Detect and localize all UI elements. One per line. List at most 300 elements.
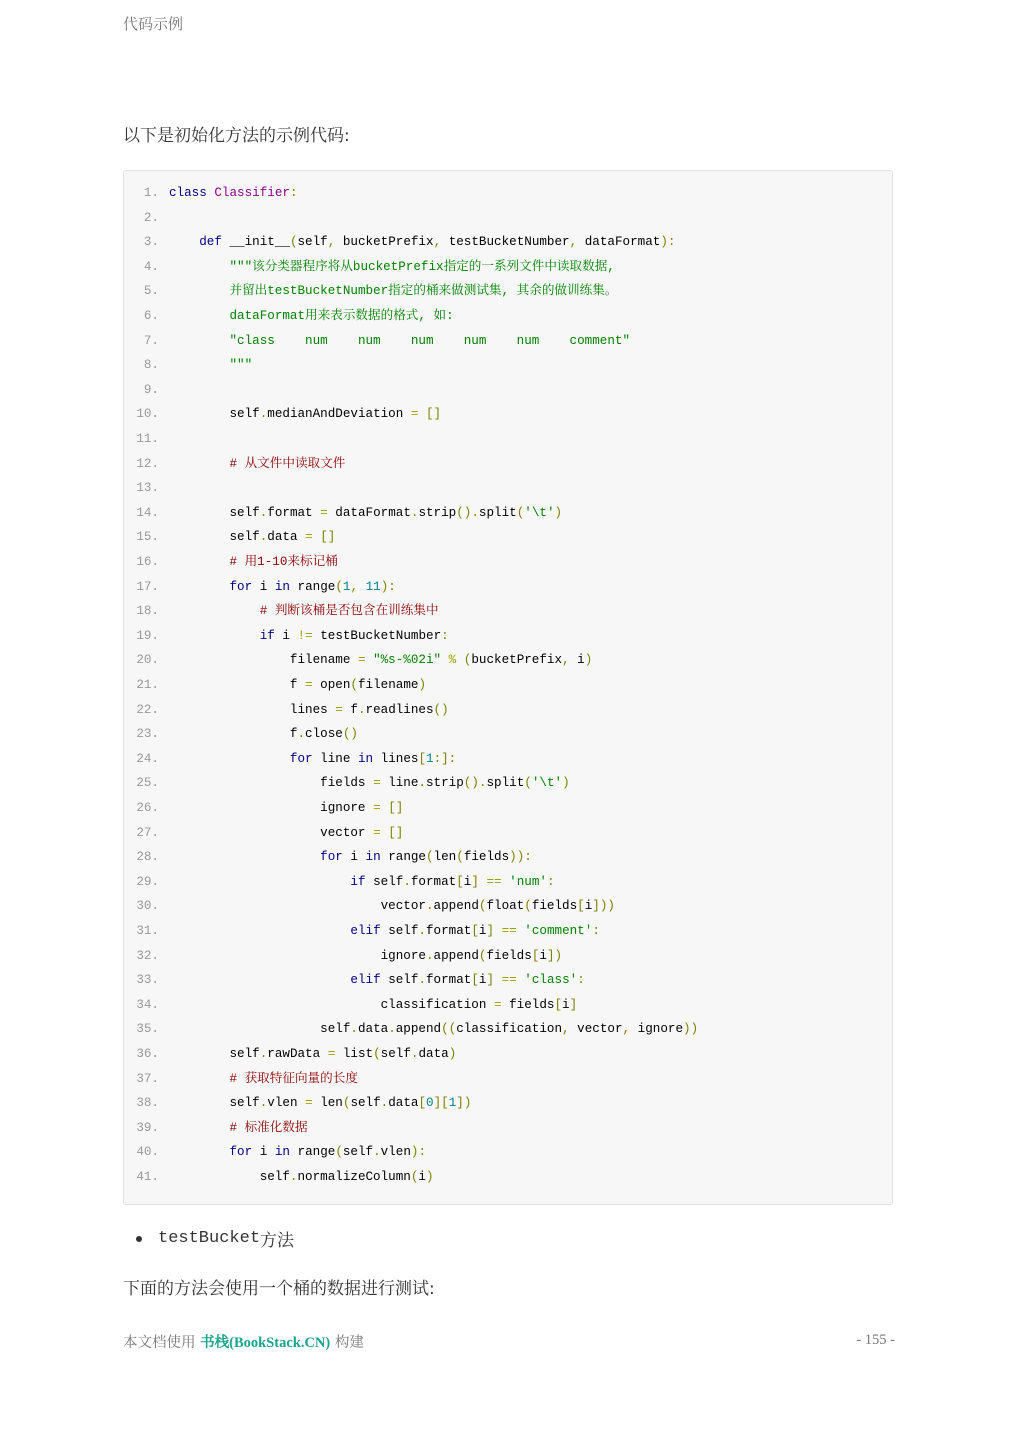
code-token: i: [418, 1170, 426, 1184]
code-token: ): [425, 1170, 434, 1184]
code-token: lines: [169, 702, 336, 717]
line-number: 30.: [136, 899, 159, 914]
code-token: len: [433, 850, 457, 865]
code-token: .: [259, 1096, 268, 1111]
code-token: __init__: [229, 235, 290, 250]
code-token: [169, 580, 229, 594]
code-token: [: [418, 751, 426, 766]
code-token: .: [403, 874, 411, 889]
code-token: 11: [365, 579, 381, 594]
code-line: [124, 673, 426, 698]
code-token: bucketPrefix: [342, 235, 434, 250]
code-token: data: [357, 1022, 389, 1037]
code-token: [: [471, 924, 479, 938]
code-token: ][: [433, 1096, 449, 1111]
code-line: [124, 993, 577, 1018]
code-token: vector: [577, 1022, 623, 1037]
code-line: [124, 255, 615, 280]
code-token: 1: [448, 1096, 457, 1111]
line-number: 32.: [136, 948, 159, 963]
code-line: [124, 1116, 308, 1141]
code-token: ]): [546, 948, 563, 963]
code-token: (: [289, 235, 298, 250]
code-token: append: [395, 1022, 442, 1037]
code-line: [124, 648, 592, 673]
code-token: 1: [426, 751, 434, 766]
code-token: =: [320, 505, 336, 520]
code-token: fields: [463, 850, 510, 865]
code-token: .: [289, 1170, 298, 1184]
code-token: testBucketNumber: [448, 235, 570, 250]
code-token: (: [516, 505, 525, 520]
code-line: [124, 944, 562, 969]
code-token: # 用1-10来标记桶: [229, 555, 338, 569]
code-token: ().: [463, 776, 487, 791]
code-token: self: [350, 1096, 381, 1111]
code-line: [124, 575, 396, 600]
code-token: ==: [486, 874, 510, 889]
code-line: [124, 796, 403, 821]
code-line: [124, 747, 456, 772]
code-token: 'num': [509, 874, 547, 889]
code-line: [124, 1165, 434, 1190]
code-line: [124, 476, 169, 501]
code-token: .: [259, 1047, 268, 1061]
code-token: in: [365, 850, 389, 865]
code-token: i: [282, 628, 298, 643]
line-number: 34.: [136, 997, 159, 1012]
line-number: 19.: [136, 628, 159, 643]
line-number: 21.: [136, 678, 159, 692]
code-token: self: [169, 530, 260, 545]
code-token: =: [373, 801, 389, 815]
code-token: ignore: [169, 948, 426, 963]
code-token: self: [388, 973, 419, 988]
code-token: ,: [622, 1022, 638, 1037]
code-token: ]: [569, 997, 578, 1012]
code-line: [124, 181, 298, 206]
code-token: [: [577, 899, 585, 914]
code-token: range: [297, 1145, 336, 1160]
code-token: ): [554, 505, 563, 520]
code-line: [124, 452, 345, 477]
code-token: self: [169, 1096, 260, 1111]
code-token: split: [486, 776, 525, 791]
code-token: bucketPrefix: [471, 653, 563, 668]
code-token: :: [592, 924, 600, 938]
code-token: range: [297, 579, 336, 594]
code-token: len: [320, 1096, 343, 1111]
code-token: format: [425, 924, 472, 938]
line-number: 12.: [136, 456, 159, 471]
code-token: # 标准化数据: [229, 1120, 308, 1135]
code-line: [124, 1042, 456, 1067]
code-token: =: [373, 776, 389, 791]
code-token: i: [259, 579, 275, 594]
code-token: =: [327, 1047, 343, 1061]
code-token: '\t': [531, 776, 563, 791]
code-token: self: [297, 235, 328, 250]
bullet-icon: [136, 1236, 142, 1242]
code-token: in: [357, 751, 381, 766]
code-token: ): [562, 776, 570, 791]
code-token: [169, 604, 260, 618]
code-token: ,: [562, 1022, 578, 1037]
code-token: open: [320, 678, 351, 692]
code-token: .: [259, 530, 268, 545]
code-token: for: [229, 579, 260, 594]
code-token: [169, 309, 229, 323]
line-number: 6.: [143, 309, 159, 323]
line-number: 18.: [136, 604, 159, 619]
code-token: f: [169, 727, 298, 742]
code-token: .: [259, 505, 268, 520]
code-token: [: [456, 874, 464, 889]
code-line: [124, 894, 615, 919]
code-token: [169, 358, 229, 372]
code-token: i: [350, 850, 366, 865]
code-token: []: [388, 801, 404, 815]
code-token: strip: [418, 505, 457, 520]
code-token: for: [229, 1145, 260, 1160]
code-token: .: [425, 899, 434, 914]
code-line: [124, 821, 403, 846]
code-token: =: [410, 407, 426, 422]
line-number: 36.: [136, 1047, 159, 1061]
code-token: .: [373, 1145, 381, 1160]
code-token: i: [478, 924, 487, 938]
line-number: 24.: [136, 751, 159, 766]
code-token: Classifier: [214, 186, 290, 200]
code-token: .: [418, 924, 426, 938]
code-token: ])): [592, 899, 615, 914]
code-token: i: [478, 973, 487, 988]
code-token: range: [388, 850, 426, 865]
code-token: self: [373, 874, 404, 889]
code-token: ,: [562, 653, 578, 668]
code-line: [124, 304, 454, 329]
line-number: 15.: [136, 530, 159, 545]
code-token: [169, 1072, 229, 1086]
code-token: 1: [342, 579, 351, 594]
code-token: 0: [426, 1096, 434, 1111]
line-number: 16.: [136, 555, 159, 569]
code-token: i: [584, 899, 593, 914]
code-line: [124, 599, 439, 624]
line-number: 27.: [136, 825, 159, 840]
test-method-paragraph: 下面的方法会使用一个桶的数据进行测试:: [123, 1279, 435, 1299]
code-token: (): [342, 727, 358, 742]
code-line: [124, 722, 358, 747]
code-token: if: [350, 874, 374, 889]
code-token: ]: [486, 924, 502, 938]
line-number: 10.: [136, 407, 159, 422]
code-token: ]: [471, 874, 487, 889]
code-token: :: [577, 973, 585, 988]
code-token: normalizeColumn: [297, 1170, 411, 1184]
footer-brand-link[interactable]: 书栈(BookStack.CN): [200, 1335, 331, 1351]
code-token: self: [169, 1022, 351, 1037]
code-line: [124, 501, 562, 526]
code-token: append: [433, 948, 479, 963]
code-line: [124, 698, 449, 723]
code-token: ,: [327, 235, 343, 250]
line-number: 11.: [136, 432, 159, 446]
code-token: [169, 875, 350, 889]
code-token: .: [418, 776, 426, 791]
code-token: rawData: [267, 1047, 328, 1061]
code-token: line: [388, 776, 419, 791]
code-token: append: [433, 899, 479, 914]
footer-suffix: 构建: [330, 1335, 364, 1351]
line-number: 17.: [136, 579, 159, 594]
code-token: i: [259, 1145, 275, 1160]
code-token: [169, 555, 229, 569]
line-number: 22.: [136, 702, 159, 717]
code-token: ==: [501, 924, 525, 938]
code-token: self: [342, 1145, 374, 1160]
line-number: 7.: [143, 333, 159, 348]
code-line: [124, 1140, 426, 1165]
code-token: .: [425, 948, 434, 963]
code-token: def: [199, 235, 230, 250]
code-token: split: [478, 505, 517, 520]
line-number: 1.: [143, 186, 159, 200]
code-token: if: [259, 628, 283, 643]
code-token: list: [342, 1047, 374, 1061]
line-number: 29.: [136, 874, 159, 889]
line-number: 38.: [136, 1096, 159, 1111]
code-token: [169, 924, 350, 938]
code-token: :: [441, 628, 449, 643]
code-token: self: [388, 924, 419, 938]
code-line: [124, 919, 600, 944]
line-number: 28.: [136, 850, 159, 865]
code-token: (: [342, 1096, 351, 1111]
code-token: []: [320, 530, 336, 545]
code-token: (: [478, 948, 487, 963]
code-token: (: [524, 776, 532, 791]
code-token: ==: [501, 973, 525, 988]
code-token: for: [320, 850, 351, 865]
line-number: 2.: [143, 210, 159, 225]
code-line: [124, 329, 630, 354]
code-token: (: [463, 653, 472, 668]
code-token: (: [350, 678, 358, 692]
code-token: """该分类器程序将从bucketPrefix指定的一系列文件中读取数据,: [229, 259, 615, 274]
code-token: fields: [486, 948, 532, 963]
line-number: 26.: [136, 801, 159, 815]
code-token: =: [493, 997, 510, 1012]
line-number: 40.: [136, 1145, 159, 1160]
code-token: .: [410, 1047, 419, 1061]
code-token: close: [305, 727, 343, 742]
code-token: i: [577, 653, 585, 668]
code-token: testBucketNumber: [320, 628, 442, 643]
code-token: [169, 752, 290, 766]
code-token: (: [524, 899, 532, 914]
footer-credit: [123, 1331, 364, 1352]
code-token: # 获取特征向量的长度: [229, 1071, 358, 1086]
code-token: vlen: [380, 1145, 411, 1160]
code-token: classification: [456, 1022, 563, 1037]
code-token: "class num num num num num comment": [229, 333, 631, 348]
code-line: [124, 353, 252, 378]
code-token: in: [274, 579, 298, 594]
code-token: '\t': [524, 505, 555, 520]
code-token: filename: [169, 653, 358, 668]
code-token: for: [289, 751, 321, 766]
code-token: readlines: [365, 702, 434, 717]
code-token: [169, 457, 229, 471]
code-line: [124, 378, 169, 403]
code-token: :: [546, 874, 555, 889]
code-token: ]: [486, 973, 502, 988]
code-token: (: [456, 850, 464, 865]
code-token: :: [524, 850, 532, 865]
code-token: # 判断该桶是否包含在训练集中: [259, 604, 439, 619]
code-token: format: [267, 505, 321, 520]
code-token: ):: [380, 579, 396, 594]
method-suffix: 方法: [260, 1231, 295, 1251]
code-token: data: [418, 1047, 449, 1061]
code-token: (): [433, 702, 449, 717]
code-token: [169, 260, 229, 274]
code-token: ): [584, 653, 593, 668]
line-number: 14.: [136, 505, 159, 520]
page-number: - 155 -: [856, 1332, 895, 1348]
code-token: dataFormat用来表示数据的格式, 如:: [229, 309, 454, 323]
line-number: 8.: [143, 358, 159, 373]
code-token: [: [531, 948, 540, 963]
line-number: 23.: [136, 727, 159, 742]
code-token: .: [297, 727, 306, 742]
code-token: .: [410, 505, 419, 520]
code-token: elif: [350, 924, 389, 938]
code-token: )): [683, 1022, 699, 1037]
code-token: in: [274, 1145, 298, 1160]
code-token: ,: [433, 235, 449, 250]
code-line: [124, 771, 570, 796]
code-token: filename: [357, 678, 419, 692]
code-token: i: [562, 997, 570, 1012]
list-item: [136, 1226, 294, 1251]
method-name-code: testBucket: [158, 1229, 261, 1248]
running-header: 代码示例: [123, 15, 184, 33]
code-token: fields: [531, 899, 578, 914]
line-number: 37.: [136, 1071, 159, 1086]
code-token: # 从文件中读取文件: [229, 456, 346, 471]
code-token: %: [441, 653, 464, 668]
code-token: [169, 235, 199, 249]
bullet-list: [136, 1226, 294, 1251]
code-token: (: [335, 579, 343, 594]
code-token: ((: [441, 1022, 457, 1037]
line-number: 5.: [143, 284, 159, 299]
code-token: vector: [169, 899, 426, 914]
code-line: [124, 550, 338, 575]
code-token: .: [388, 1022, 396, 1037]
code-token: ): [448, 1047, 457, 1061]
code-token: .: [350, 1022, 358, 1037]
code-token: format: [410, 874, 457, 889]
code-token: ,: [569, 235, 585, 250]
code-line: [124, 845, 532, 870]
code-token: [: [471, 973, 479, 988]
code-line: [124, 1091, 471, 1116]
line-number: 35.: [136, 1022, 159, 1037]
code-token: f: [169, 678, 306, 692]
code-token: .: [357, 702, 366, 717]
code-token: =: [305, 530, 321, 545]
code-token: =: [305, 678, 321, 692]
code-token: =: [335, 702, 351, 717]
code-token: ): [418, 678, 426, 692]
code-token: line: [320, 751, 358, 766]
code-token: =: [357, 653, 374, 668]
code-line: [124, 230, 675, 255]
code-token: elif: [350, 973, 389, 988]
code-token: [: [554, 997, 563, 1012]
code-token: 'comment': [524, 924, 593, 938]
code-token: [169, 973, 350, 987]
code-token: []: [388, 825, 404, 840]
code-token: f: [350, 702, 358, 717]
code-token: dataFormat: [335, 505, 411, 520]
line-number: 3.: [143, 235, 159, 250]
code-token: self: [169, 407, 260, 422]
code-line: [124, 624, 449, 649]
code-token: fields: [509, 997, 555, 1012]
code-token: self: [169, 505, 260, 520]
code-token: classification: [169, 997, 494, 1012]
code-token: (: [426, 850, 434, 865]
code-token: strip: [425, 776, 464, 791]
code-token: )): [509, 850, 525, 865]
code-token: "%s-%02i": [373, 653, 442, 668]
code-token: ignore: [637, 1022, 684, 1037]
footer-prefix: 本文档使用: [123, 1335, 201, 1351]
code-line: [124, 279, 617, 304]
code-token: data: [267, 530, 306, 545]
code-token: data: [388, 1096, 419, 1111]
code-token: (: [373, 1047, 381, 1061]
code-token: [169, 850, 320, 864]
code-token: (: [335, 1145, 343, 1160]
code-token: ]): [456, 1096, 472, 1111]
line-number: 33.: [136, 973, 159, 988]
code-line: [124, 525, 335, 550]
code-token: :: [289, 186, 298, 200]
line-number: 41.: [136, 1170, 159, 1184]
code-token: [: [418, 1096, 427, 1111]
code-token: i: [539, 948, 547, 963]
code-block: [123, 170, 893, 1205]
code-token: self: [169, 1047, 260, 1061]
intro-paragraph: 以下是初始化方法的示例代码:: [123, 126, 350, 146]
code-token: !=: [297, 628, 321, 643]
code-token: ,: [350, 579, 366, 594]
code-token: self: [169, 1170, 290, 1184]
line-number: 25.: [136, 776, 159, 791]
line-number: 13.: [136, 481, 159, 496]
code-token: .: [380, 1096, 389, 1111]
code-token: format: [425, 973, 472, 988]
code-token: ignore: [169, 801, 374, 815]
code-token: ().: [456, 505, 479, 520]
line-number: 4.: [143, 259, 159, 274]
code-token: dataFormat: [584, 235, 661, 250]
